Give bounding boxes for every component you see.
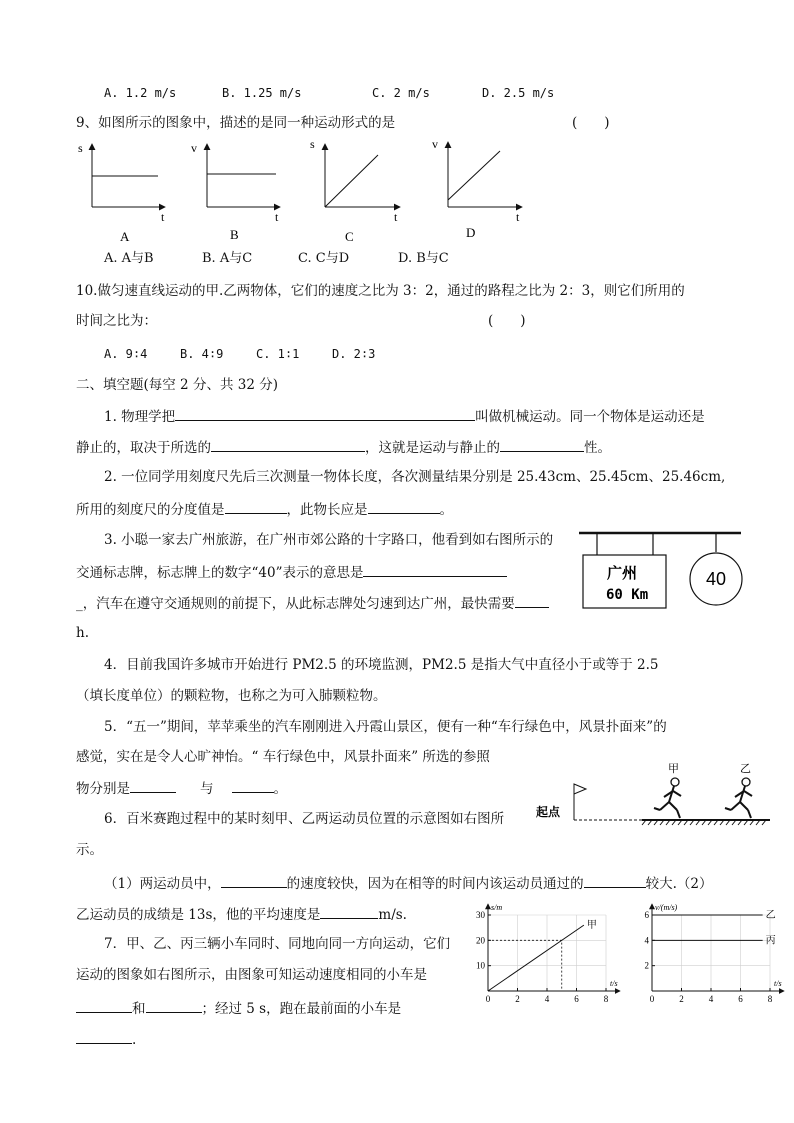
fill-7-line1: 7．甲、乙、丙三辆小车同时、同地向同一方向运动，它们 [104,936,451,952]
fill-1-text-b: 叫做机械运动。同一个物体是运动还是 [475,409,705,425]
series-label: 甲 [586,920,597,932]
fill-7-blank-3[interactable] [76,1029,132,1044]
x-tick-label: 0 [485,994,491,1003]
fill-1-line1 [104,406,705,426]
fill-6-blank-1[interactable] [221,873,287,888]
x-axis-label: t/s [610,979,618,988]
fill-5-line1: 5．“五一”期间，苹苹乘坐的汽车刚刚进入丹霞山景区，便有一种“车行绿色中，风景扑面来”的 [104,719,667,735]
fill-6-text-c: 较大.（2） [645,876,713,892]
q9-stem: 9、如图所示的图象中，描述的是同一种运动形式的是 [76,115,396,131]
y-tick-label: 10 [476,960,485,971]
graph-b [191,141,280,242]
fill-3-lead: _ [76,596,83,612]
fill-6-text-b: 的速度较快，因为在相等的时间内该运动员通过的 [286,876,584,892]
series-line-甲 [488,925,584,991]
y-tick-label: 30 [476,910,485,920]
q9-option-b: B. A与C [202,251,253,266]
fill-2-blank-2[interactable] [368,499,440,514]
fill-5-text-a: 物分别是 [76,781,130,797]
fill-7-blank-1[interactable] [76,998,132,1013]
x-tick-label: 0 [649,994,655,1003]
fill-1-blank-2[interactable] [211,437,365,452]
q9-option-a: A. A与B [104,251,154,266]
fill-2-text-b: ，此物长应是 [286,502,368,518]
series-label: 乙 [765,910,776,921]
fill-7-line4 [76,1029,136,1049]
fill-5-line2: 感觉，实在是令人心旷神怡。“ 车行绿色中，风景扑面来” 所选的参照 [76,749,490,765]
q10-line1: 10.做匀速直线运动的甲.乙两物体，它们的速度之比为 3：2，通过的路程之比为 2：3，则它们所用的 [76,283,685,299]
q8-option-a: A. 1.2 m/s [104,86,177,100]
fill-1-blank-3[interactable] [500,437,584,452]
graph-b-xlabel: t [275,210,279,224]
graph-a-ylabel: s [78,141,83,155]
fill-3-blank-1[interactable] [363,562,507,577]
fill-6-blank-2[interactable] [584,873,646,888]
start-flag [574,784,586,794]
graph-b-ylabel: v [191,141,197,155]
q8-option-b: B. 1.25 m/s [222,86,302,100]
fill-1-text-a: 1. 物理学把 [104,409,176,425]
q10-option-b: B. 4∶9 [180,347,224,361]
fill-7-line2: 运动的图象如右图所示，由图象可知运动速度相同的小车是 [76,967,427,983]
q9-option-c: C. C与D [298,251,350,266]
fill-7-text-c: . [132,1032,137,1048]
x-tick-label: 2 [679,994,684,1003]
q10-line2: 时间之比为： [76,313,157,329]
graph-a [78,141,165,244]
fill-7-text-b: ；经过 5 s，跑在最前面的小车是 [201,1001,402,1017]
fill-1-text-c: 静止的，取决于所选的 [76,440,211,456]
graph-c-caption: C [345,229,354,244]
graph-a-caption: A [120,229,130,244]
graph-d-xlabel: t [516,210,520,224]
x-tick-label: 8 [603,994,609,1003]
fill-5-blank-2[interactable] [232,778,274,793]
fill-3-text-b: ，汽车在遵守交通规则的前提下，从此标志牌处匀速到达广州，最快需要 [82,596,515,612]
q8-option-c: C. 2 m/s [372,86,430,100]
y-tick-label: 2 [644,960,649,971]
q10-option-c: C. 1∶1 [256,347,300,361]
q10-option-d: D. 2∶3 [332,347,376,361]
series-label: 丙 [765,935,776,947]
fill-6-blank-3[interactable] [320,904,378,919]
fill-2-line1: 2. 一位同学用刻度尺先后三次测量一物体长度，各次测量结果分别是 25.43cm、25.45cm、25.46cm, [104,469,726,485]
chart-s-t [466,898,626,1003]
fill-6-text-e: m/s. [378,907,407,923]
graph-c-xlabel: t [394,210,398,224]
graph-d-line [448,151,500,200]
x-tick-label: 6 [574,994,579,1003]
x-tick-label: 2 [515,994,520,1003]
sign-distance: 60 Km [606,587,649,603]
section-title: 二、填空题(每空 2 分、共 32 分) [76,377,278,393]
fill-3-blank-2[interactable] [515,593,549,608]
fill-6-line1: 6．百米赛跑过程中的某时刻甲、乙两运动员位置的示意图如右图所 [104,811,505,827]
fill-3-line2 [76,562,507,582]
q9-graphs [0,0,794,260]
chart-v-t [630,898,790,1003]
fill-5-text-c: 。 [273,781,287,797]
fill-7-text-a: 和 [132,1001,146,1017]
x-tick-label: 4 [544,994,550,1003]
x-axis-label: t/s [774,979,782,988]
fill-6-line2: 示。 [76,842,103,858]
graph-d-caption: D [466,225,476,240]
speed-limit-value: 40 [705,569,727,589]
y-tick-label: 6 [644,910,649,920]
runner-yi-label: 乙 [740,763,751,775]
fill-3-line1: 3. 小聪一家去广州旅游，在广州市郊公路的十字路口，他看到如右图所示的 [104,532,554,548]
q8-option-d: D. 2.5 m/s [482,86,555,100]
sign-city: 广州 [607,566,638,582]
fill-6-line3 [104,873,712,893]
traffic-sign [575,527,745,617]
graph-d-ylabel: v [432,137,438,151]
fill-1-blank-1[interactable] [175,406,475,421]
fill-1-text-d: ，这就是运动与静止的 [365,440,500,456]
fill-6-line4 [76,904,407,924]
fill-4-line2: （填长度单位）的颗粒物，也称之为可入肺颗粒物。 [76,688,387,704]
graph-c [310,137,400,244]
graph-a-xlabel: t [161,210,165,224]
fill-4-line1: 4．目前我国许多城市开始进行 PM2.5 的环境监测，PM2.5 是指大气中直径小于或等于 2.5 [104,657,659,673]
x-tick-label: 6 [738,994,743,1003]
y-tick-label: 20 [476,935,485,946]
runners-figure [534,760,774,828]
q9-paren: ( ) [572,115,610,131]
fill-3-line3 [76,593,549,613]
fill-7-line3 [76,998,401,1018]
fill-6-text-d: 乙运动员的成绩是 13s，他的平均速度是 [76,907,321,923]
fill-6-text-a: （1）两运动员中， [104,876,221,892]
y-tick-label: 4 [644,935,649,946]
fill-3-text-a: 交通标志牌，标志牌上的数字“40”表示的意思是 [76,565,364,581]
q9-option-d: D. B与C [398,251,449,266]
fill-5-text-b: 与 [200,781,214,797]
graph-b-caption: B [230,227,239,242]
graph-c-ylabel: s [310,137,315,151]
x-tick-label: 4 [708,994,714,1003]
graph-d [432,137,522,240]
y-axis-label: v/(m/s) [655,903,678,912]
fill-5-line3 [76,778,287,798]
start-label: 起点 [536,805,561,819]
fill-3-line4: h. [76,625,89,641]
x-tick-label: 8 [767,994,773,1003]
fill-7-blank-2[interactable] [146,998,202,1013]
fill-2-blank-1[interactable] [225,499,287,514]
fill-2-text-a: 所用的刻度尺的分度值是 [76,502,225,518]
runner-yi [725,778,752,818]
fill-5-blank-1[interactable] [130,778,176,793]
fill-1-line2 [76,437,611,457]
fill-1-text-e: 性。 [584,440,611,456]
graph-c-line [325,155,378,207]
fill-2-line2 [76,499,453,519]
q10-option-a: A. 9∶4 [104,347,148,361]
fill-2-text-c: 。 [439,502,453,518]
q10-paren: ( ) [488,313,526,329]
runner-jia-label: 甲 [668,763,679,775]
y-axis-label: s/m [491,903,503,912]
runner-jia [654,778,681,818]
